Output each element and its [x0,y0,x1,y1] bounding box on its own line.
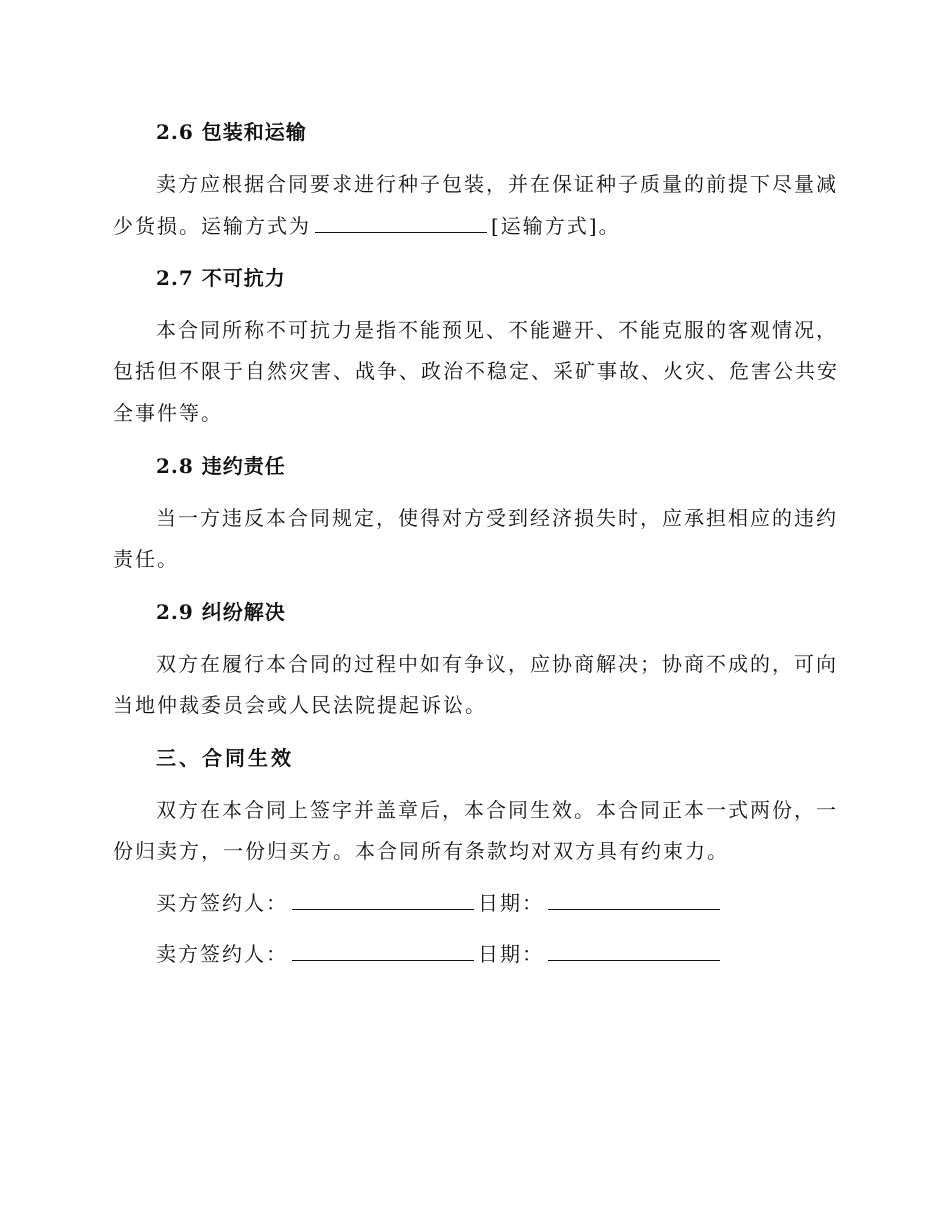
paragraph-text: [运输方式]。 [491,214,621,238]
paragraph-line: 当一方违反本合同规定，使得对方受到经济损失时，应承担相应的违约 [156,506,838,530]
paragraph-line: 当地仲裁委员会或人民法院提起诉讼。 [113,693,487,717]
paragraph-line: 全事件等。 [113,401,223,425]
seller-signature-row [156,938,724,967]
seller-date-label: 日期： [478,942,544,966]
buyer-signer-label: 买方签约人： [156,891,288,915]
section-heading-2-7: 2.7 不可抗力 [156,266,286,290]
paragraph-line: 责任。 [113,547,179,571]
paragraph-line: 包括但不限于自然灾害、战争、政治不稳定、采矿事故、火灾、危害公共安 [113,359,839,383]
paragraph-line: 卖方应根据合同要求进行种子包装，并在保证种子质量的前提下尽量减 [156,172,838,196]
transport-method-blank[interactable] [315,212,487,233]
section-heading-2-6: 2.6 包装和运输 [156,120,307,144]
paragraph-line: 双方在本合同上签字并盖章后，本合同生效。本合同正本一式两份，一 [156,798,838,822]
paragraph-line-with-blank [113,210,621,239]
seller-signature-field[interactable] [292,940,474,961]
seller-signer-label: 卖方签约人： [156,942,288,966]
buyer-signature-field[interactable] [292,889,474,910]
paragraph-text: 少货损。运输方式为 [113,214,311,238]
paragraph-line: 份归卖方，一份归买方。本合同所有条款均对双方具有约束力。 [113,839,729,863]
paragraph-line: 双方在履行本合同的过程中如有争议，应协商解决；协商不成的，可向 [156,652,838,676]
section-heading-2-8: 2.8 违约责任 [156,454,286,478]
section-heading-3: 三、合同生效 [156,746,294,770]
buyer-date-field[interactable] [548,889,720,910]
buyer-signature-row [156,887,724,916]
paragraph-line: 本合同所称不可抗力是指不能预见、不能避开、不能克服的客观情况， [156,318,838,342]
section-heading-2-9: 2.9 纠纷解决 [156,600,286,624]
buyer-date-label: 日期： [478,891,544,915]
seller-date-field[interactable] [548,940,720,961]
